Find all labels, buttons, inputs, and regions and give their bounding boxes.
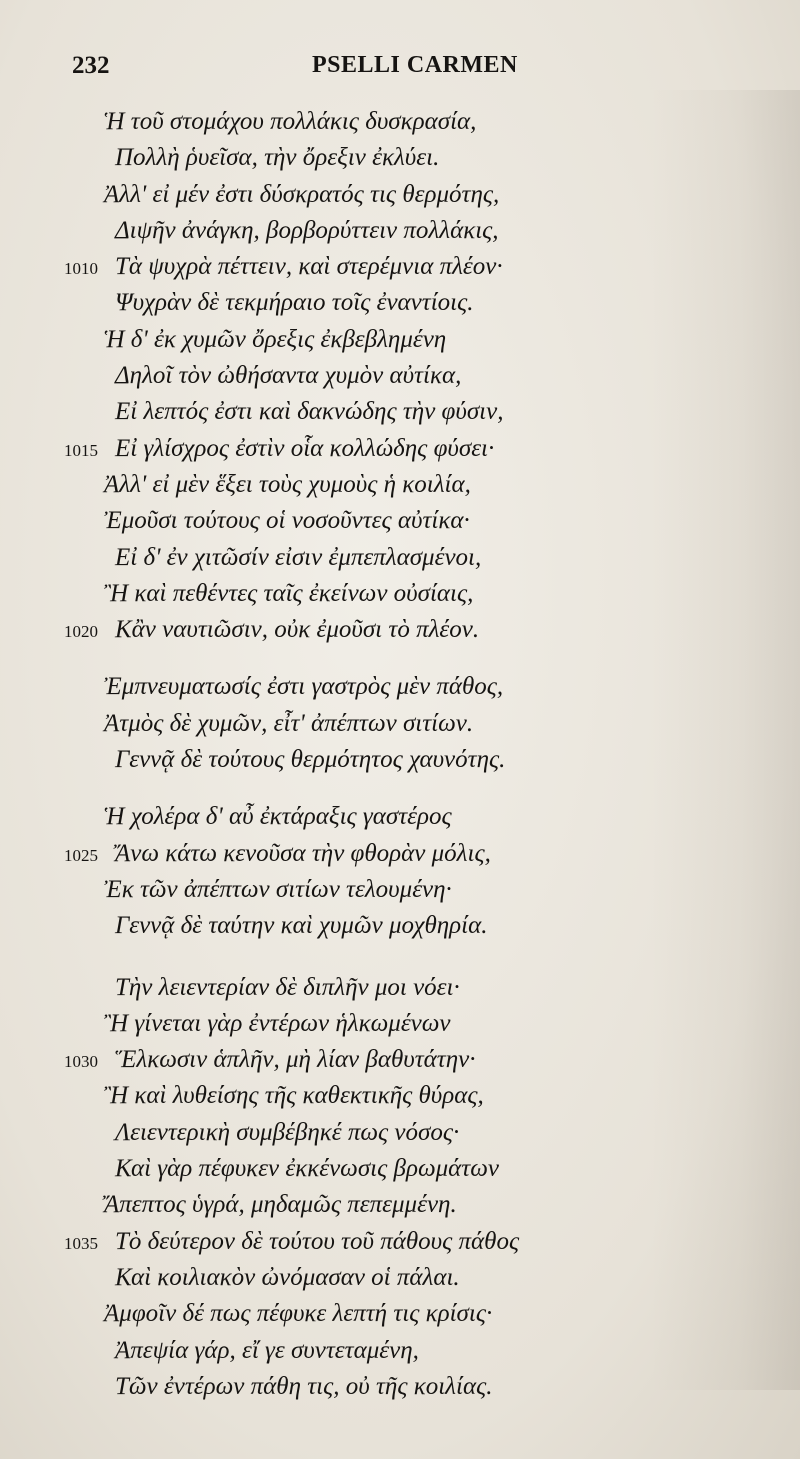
verse-text: Εἰ δ' ἐν χιτῶσίν εἰσιν ἐμπεπλασμένοι, — [115, 543, 482, 571]
line-number: 1035 — [64, 1233, 98, 1253]
stanza-gap — [0, 648, 800, 669]
verse-line — [0, 1296, 800, 1332]
stanza-gap — [0, 945, 800, 970]
verse-text: Ἀμφοῖν δέ πως πέφυκε λεπτή τις κρίσις· — [104, 1300, 493, 1328]
verse-text: Ἢ καὶ λυθείσης τῆς καθεκτικῆς θύρας, — [104, 1082, 484, 1110]
verse-text: Γεννᾷ δὲ τούτους θερμότητος χαυνότης. — [115, 746, 506, 774]
verse-text: Ἐμοῦσι τούτους οἱ νοσοῦντες αὐτίκα· — [104, 507, 470, 535]
verse-text: Ἡ δ' ἐκ χυμῶν ὄρεξις ἐκβεβλημένη — [104, 325, 447, 353]
verse-text: Τὸ δεύτερον δὲ τούτου τοῦ πάθους πάθος — [115, 1227, 520, 1255]
running-title: PSELLI CARMEN — [312, 52, 518, 78]
verse-text: Ἢ καὶ πεθέντες ταῖς ἐκείνων οὐσίαις, — [104, 579, 474, 607]
line-number: 1010 — [64, 259, 98, 279]
verse-text: Ἐμπνευματωσίς ἐστι γαστρὸς μὲν πάθος, — [104, 673, 504, 701]
verse-text: Διψῆν ἀνάγκη, βορβορύττειν πολλάκις, — [115, 216, 499, 244]
verse-line — [0, 285, 800, 321]
verse-text: Εἰ γλίσχρος ἐστὶν οἷα κολλώδης φύσει· — [115, 434, 495, 462]
verse-text: Τῶν ἐντέρων πάθη τις, οὐ τῆς κοιλίας. — [115, 1372, 493, 1400]
verse-line — [0, 612, 800, 648]
verse-text: Ψυχρὰν δὲ τεκμήραιο τοῖς ἐναντίοις. — [115, 289, 474, 317]
verse-text: Ἀλλ' εἰ μὲν ἕξει τοὺς χυμοὺς ἡ κοιλία, — [104, 470, 471, 498]
verse-line — [0, 836, 800, 872]
verse-text: Τὰ ψυχρὰ πέττειν, καὶ στερέμνια πλέον· — [115, 253, 503, 281]
verse-line — [0, 213, 800, 249]
verse-text: Δηλοῖ τὸν ὠθήσαντα χυμὸν αὐτίκα, — [115, 362, 462, 390]
verse-line — [0, 872, 800, 908]
verse-text: Ἡ τοῦ στομάχου πολλάκις δυσκρασία, — [104, 108, 477, 135]
verse-line — [0, 742, 800, 778]
verse-text: Ἄπεπτος ὑγρά, μηδαμῶς πεπεμμένη. — [104, 1191, 457, 1219]
verse-text: Ἀλλ' εἰ μέν ἐστι δύσκρατός τις θερμότης, — [104, 180, 500, 208]
verse-text: Ἀπεψία γάρ, εἴ γε συντεταμένη, — [115, 1336, 419, 1364]
verse-line — [0, 908, 800, 944]
line-number: 1020 — [64, 622, 98, 642]
verse-line — [0, 394, 800, 430]
verse-line — [0, 1115, 800, 1151]
verse-line — [0, 467, 800, 503]
verse-text: Ἀτμὸς δὲ χυμῶν, εἶτ' ἀπέπτων σιτίων. — [104, 709, 474, 737]
verse-text: Ἢ γίνεται γὰρ ἐντέρων ἡλκωμένων — [104, 1009, 451, 1037]
verse-line — [0, 1224, 800, 1260]
verse-line — [0, 540, 800, 576]
page-header — [72, 52, 612, 92]
verse-text: Λειεντερικὴ συμβέβηκέ πως νόσος· — [115, 1118, 460, 1146]
verse-text: Ἕλκωσιν ἁπλῆν, μὴ λίαν βαθυτάτην· — [115, 1046, 476, 1074]
verse-text: Ἄνω κάτω κενοῦσα τὴν φθορὰν μόλις, — [115, 839, 491, 867]
verse-line — [0, 1006, 800, 1042]
verse-line — [0, 669, 800, 705]
verse-text: Πολλὴ ῥυεῖσα, τὴν ὄρεξιν ἐκλύει. — [115, 144, 440, 172]
verse-line — [0, 576, 800, 612]
verse-text: Ἐκ τῶν ἀπέπτων σιτίων τελουμένη· — [104, 875, 452, 903]
verse-text: Τὴν λειεντερίαν δὲ διπλῆν μοι νόει· — [115, 973, 460, 1001]
verse-line — [0, 503, 800, 539]
verse-line — [0, 1187, 800, 1223]
verse-text: Ἡ χολέρα δ' αὖ ἐκτάραξις γαστέρος — [104, 803, 452, 831]
verse-line — [0, 140, 800, 176]
verse-text: Καὶ κοιλιακὸν ὠνόμασαν οἱ πάλαι. — [115, 1263, 460, 1291]
verse-line — [0, 706, 800, 742]
verse-text: Κἂν ναυτιῶσιν, οὐκ ἐμοῦσι τὸ πλέον. — [115, 616, 480, 644]
verse-line — [0, 799, 800, 835]
line-number: 1015 — [64, 440, 98, 460]
verse-line — [0, 1151, 800, 1187]
verse-line — [0, 322, 800, 358]
verse-line — [0, 431, 800, 467]
verse-text: Καὶ γὰρ πέφυκεν ἐκκένωσις βρωμάτων — [115, 1155, 499, 1183]
verse-line — [0, 1333, 800, 1369]
line-number: 1030 — [64, 1052, 98, 1072]
stanza-gap — [0, 778, 800, 799]
poem-text — [0, 104, 800, 1405]
verse-line — [0, 970, 800, 1006]
verse-text: Εἰ λεπτός ἐστι καὶ δακνώδης τὴν φύσιν, — [115, 398, 504, 426]
verse-line — [0, 104, 800, 140]
verse-line — [0, 1369, 800, 1405]
page-number: 232 — [72, 52, 110, 79]
verse-line — [0, 249, 800, 285]
verse-text: Γεννᾷ δὲ ταύτην καὶ χυμῶν μοχθηρία. — [115, 912, 488, 940]
verse-line — [0, 1078, 800, 1114]
verse-line — [0, 358, 800, 394]
verse-line — [0, 1260, 800, 1296]
line-number: 1025 — [64, 845, 98, 865]
verse-line — [0, 1042, 800, 1078]
verse-line — [0, 177, 800, 213]
